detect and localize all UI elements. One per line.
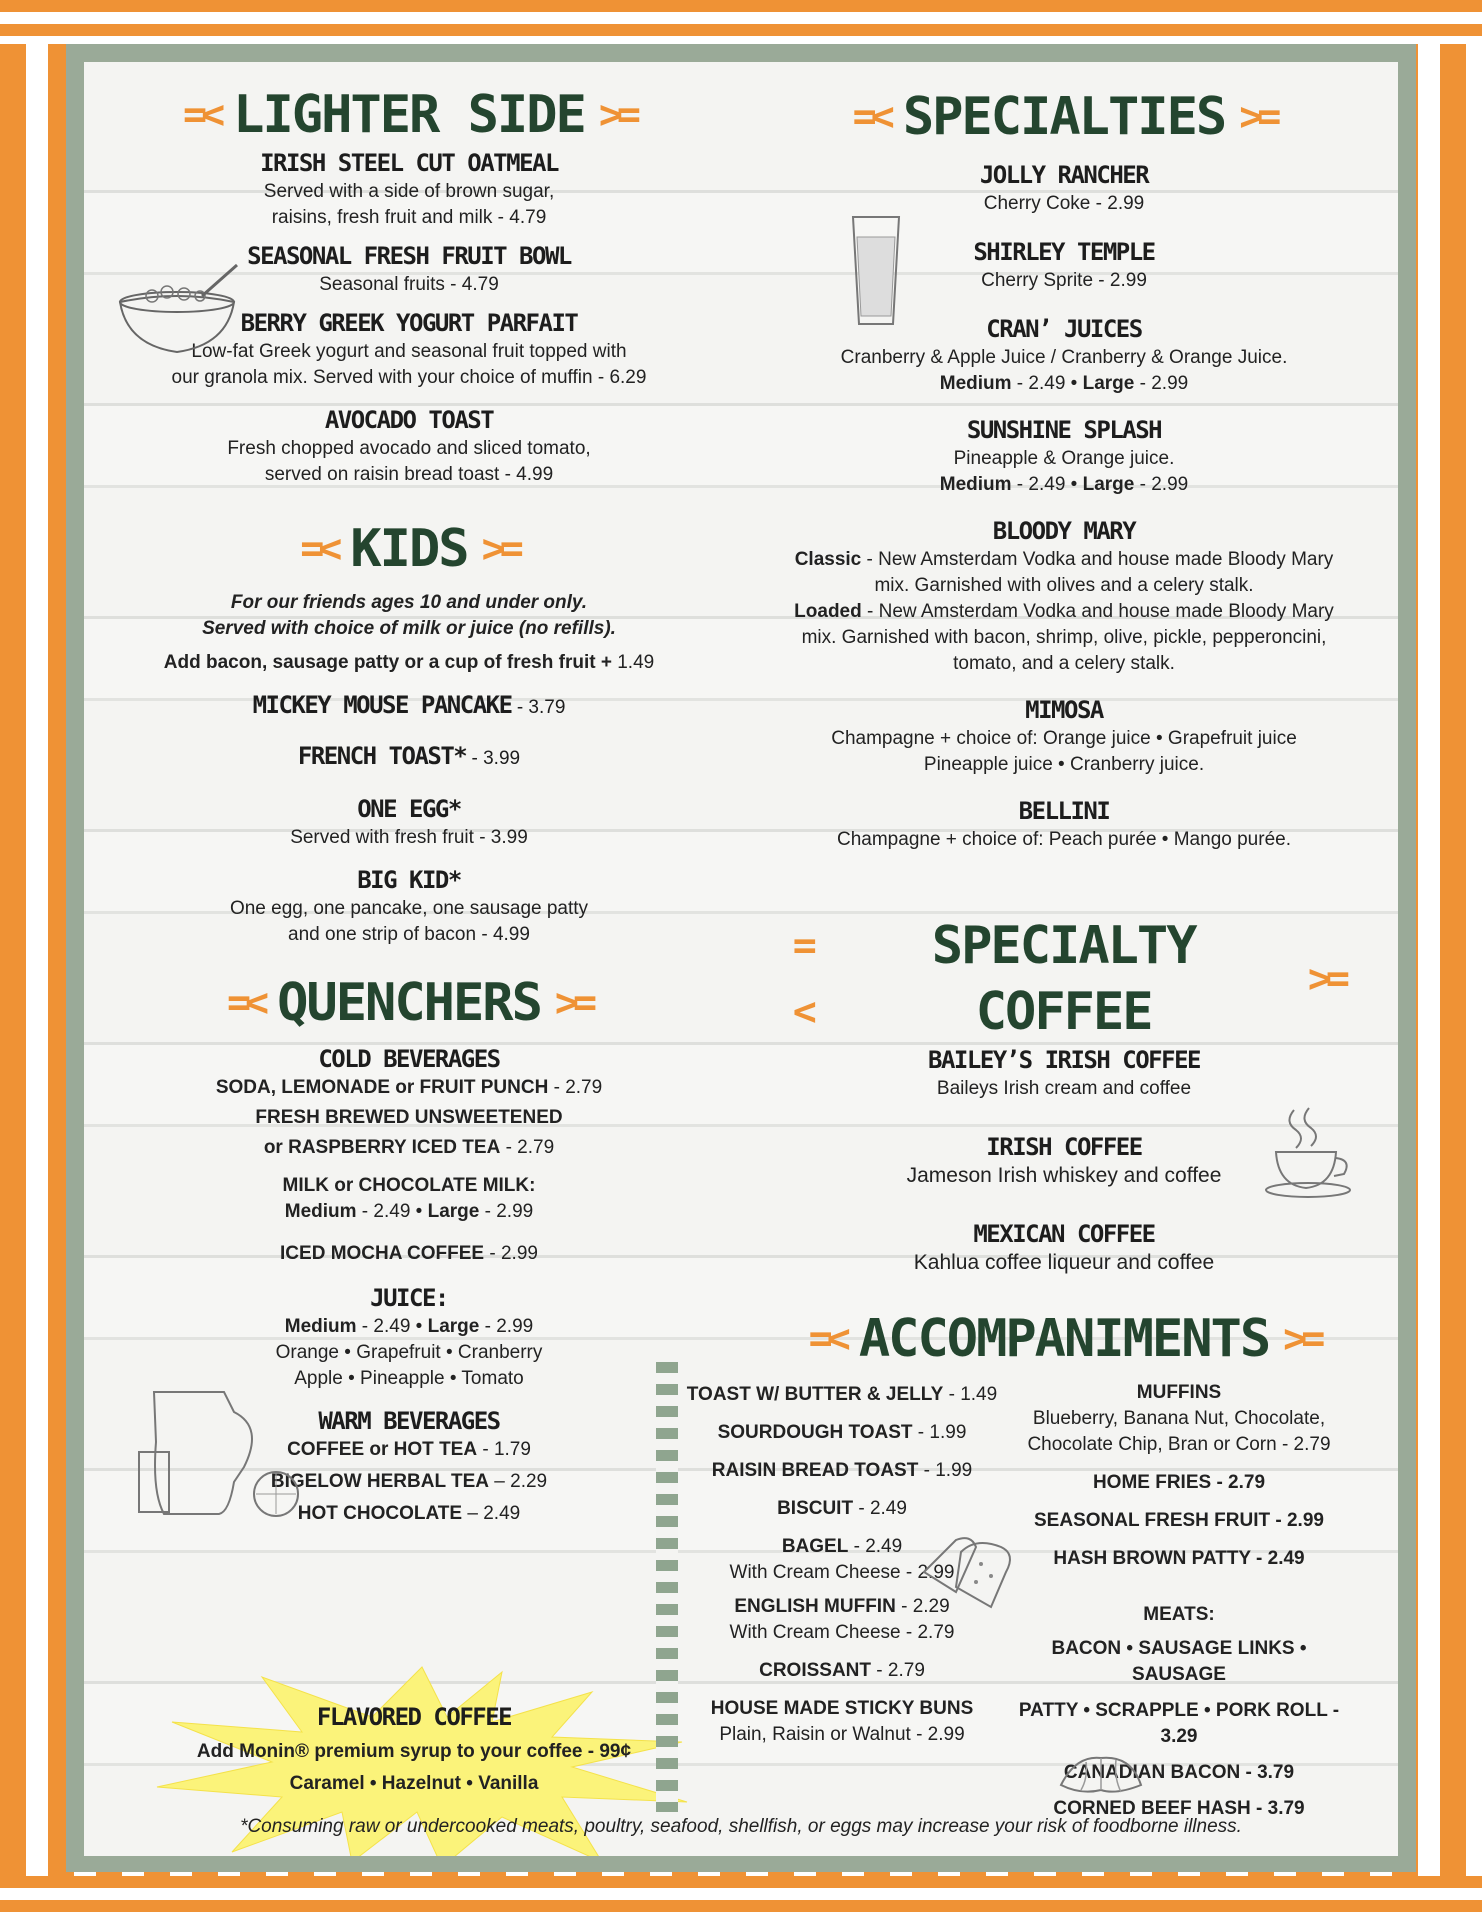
- kids-title: =< KIDS >=: [300, 519, 518, 579]
- juice-options: Apple • Pineapple • Tomato: [294, 1368, 524, 1389]
- menu-item-name: MEXICAN COFFEE: [973, 1220, 1155, 1248]
- menu-item-name: SEASONAL FRESH FRUIT BOWL: [247, 242, 571, 270]
- kids-addon: Add bacon, sausage patty or a cup of fresh fruit + 1.49: [163, 652, 655, 673]
- menu-item: ICED MOCHA COFFEE - 2.99: [280, 1243, 538, 1264]
- menu-item-desc: Jameson Irish whiskey and coffee: [906, 1164, 1222, 1187]
- menu-item: SEASONAL FRESH FRUIT - 2.99: [1034, 1510, 1324, 1531]
- lighter-side-title: =< LIGHTER SIDE >=: [182, 85, 636, 145]
- menu-item-desc: Served with fresh fruit - 3.99: [290, 827, 528, 848]
- menu-item: CROISSANT - 2.79: [759, 1660, 925, 1681]
- menu-item-desc: Baileys Irish cream and coffee: [936, 1078, 1192, 1099]
- menu-item: HOME FRIES - 2.79: [1092, 1472, 1266, 1493]
- menu-item-desc: served on raisin bread toast - 4.99: [264, 464, 554, 485]
- size-prices: Medium - 2.49 • Large - 2.99: [284, 1201, 534, 1222]
- menu-item: CORNED BEEF HASH - 3.79: [1053, 1798, 1305, 1819]
- menu-item-desc: tomato, and a celery stalk.: [953, 653, 1175, 674]
- menu-item: HASH BROWN PATTY - 2.49: [1053, 1548, 1305, 1569]
- menu-item-name: MIMOSA: [1025, 696, 1103, 724]
- menu-item-desc: Classic - New Amsterdam Vodka and house made Bloody Mary: [794, 549, 1334, 570]
- menu-item: BISCUIT - 2.49: [777, 1498, 907, 1519]
- menu-item-desc: raisins, fresh fruit and milk - 4.79: [271, 207, 547, 228]
- menu-item: HOUSE MADE STICKY BUNS: [710, 1698, 974, 1719]
- menu-panel: [84, 62, 1398, 1856]
- menu-item-name: MICKEY MOUSE PANCAKE - 3.79: [252, 691, 566, 719]
- cereal-bowl-icon: [112, 260, 242, 360]
- menu-item: TOAST W/ BUTTER & JELLY - 1.49: [686, 1384, 998, 1405]
- menu-item-desc: mix. Garnished with olives and a celery stalk.: [874, 575, 1254, 596]
- menu-item-desc: Cranberry & Apple Juice / Cranberry & Orange Juice.: [840, 347, 1288, 368]
- flavored-coffee-desc: Add Monin® premium syrup to your coffee - 99¢: [196, 1741, 632, 1762]
- warm-beverages-heading: WARM BEVERAGES: [318, 1407, 500, 1435]
- meats-list: BACON • SAUSAGE LINKS • SAUSAGE: [1051, 1638, 1307, 1685]
- menu-item-name: ONE EGG*: [357, 795, 461, 823]
- specialty-coffee-title: =< SPECIALTY COFFEE >=: [792, 916, 1344, 1042]
- bottom-stripes: [0, 1876, 1482, 1920]
- menu-item-desc: Cherry Coke - 2.99: [983, 193, 1145, 214]
- menu-item: SODA, LEMONADE or FRUIT PUNCH - 2.79: [215, 1077, 603, 1098]
- menu-item: HOT CHOCOLATE – 2.49: [297, 1503, 521, 1524]
- meats-list: PATTY • SCRAPPLE • PORK ROLL - 3.29: [1018, 1700, 1340, 1747]
- menu-item: or RASPBERRY ICED TEA - 2.79: [263, 1137, 555, 1158]
- disclaimer: [84, 1814, 1398, 1840]
- menu-item-desc: Cherry Sprite - 2.99: [981, 270, 1147, 291]
- muffins-heading: MUFFINS: [1136, 1382, 1222, 1403]
- menu-item-name: AVOCADO TOAST: [324, 406, 494, 434]
- menu-item-desc: Pineapple & Orange juice.: [953, 448, 1175, 469]
- muffins-desc: Chocolate Chip, Bran or Corn - 2.79: [1027, 1434, 1331, 1455]
- menu-item: COFFEE or HOT TEA - 1.79: [287, 1439, 531, 1460]
- menu-item-desc: and one strip of bacon - 4.99: [288, 924, 530, 945]
- flavored-coffee-flavors: Caramel • Hazelnut • Vanilla: [289, 1773, 539, 1794]
- accompaniments-title: =< ACCOMPANIMENTS >=: [808, 1309, 1320, 1369]
- menu-item-sub: Plain, Raisin or Walnut - 2.99: [719, 1724, 965, 1745]
- menu-item-name: FRENCH TOAST* - 3.99: [297, 742, 521, 770]
- menu-item-desc: One egg, one pancake, one sausage patty: [229, 898, 589, 919]
- menu-item-name: SHIRLEY TEMPLE: [973, 238, 1155, 266]
- menu-item-desc: Kahlua coffee liqueur and coffee: [913, 1251, 1215, 1274]
- flavored-coffee-box: [114, 1702, 714, 1797]
- size-prices: Medium - 2.49 • Large - 2.99: [284, 1316, 534, 1337]
- menu-item-sub: With Cream Cheese - 2.79: [729, 1622, 955, 1643]
- kids-note: For our friends ages 10 and under only.: [230, 592, 588, 613]
- glass-icon: [848, 212, 904, 332]
- cold-beverages-heading: COLD BEVERAGES: [318, 1045, 500, 1073]
- menu-item-desc: Pineapple juice • Cranberry juice.: [923, 754, 1205, 775]
- menu-item: BAGEL - 2.49: [781, 1536, 903, 1557]
- quenchers-title: =< QUENCHERS >=: [226, 973, 592, 1033]
- menu-item: MILK or CHOCOLATE MILK:: [282, 1175, 536, 1196]
- menu-item-name: IRISH COFFEE: [986, 1133, 1142, 1161]
- menu-item-desc: Champagne + choice of: Orange juice • Grapefruit juice: [831, 728, 1297, 749]
- menu-item: CANADIAN BACON - 3.79: [1063, 1762, 1295, 1783]
- menu-item-name: BLOODY MARY: [992, 517, 1136, 545]
- menu-item-desc: Low-fat Greek yogurt and seasonal fruit topped with: [191, 341, 627, 362]
- top-stripes: [0, 0, 1482, 44]
- juice-options: Orange • Grapefruit • Cranberry: [275, 1342, 543, 1363]
- menu-item-desc: Served with a side of brown sugar,: [263, 181, 555, 202]
- menu-item-name: BERRY GREEK YOGURT PARFAIT: [240, 309, 578, 337]
- menu-item-desc: Seasonal fruits - 4.79: [319, 274, 499, 295]
- menu-item-sub: With Cream Cheese - 2.99: [729, 1562, 955, 1583]
- menu-item: RAISIN BREAD TOAST - 1.99: [711, 1460, 973, 1481]
- coffee-cup-icon: [1264, 1100, 1354, 1200]
- disclaimer-text: *Consuming raw or undercooked meats, poultry, seafood, shellfish, or eggs may increase your risk of foodborne illness.: [240, 1816, 1242, 1837]
- menu-item-desc: our granola mix. Served with your choice of muffin - 6.29: [171, 367, 647, 388]
- menu-item-name: JOLLY RANCHER: [979, 161, 1149, 189]
- menu-item: FRESH BREWED UNSWEETENED: [255, 1107, 563, 1128]
- toast-icon: [916, 1532, 1026, 1612]
- kids-note: Served with choice of milk or juice (no refills).: [202, 618, 616, 639]
- menu-item-desc: mix. Garnished with bacon, shrimp, olive, pickle, pepperoncini,: [801, 627, 1327, 648]
- specialties-title: =< SPECIALTIES >=: [852, 87, 1276, 147]
- croissant-icon: [1056, 1750, 1146, 1800]
- size-prices: Medium - 2.49 • Large - 2.99: [939, 373, 1189, 394]
- meats-heading: MEATS:: [1143, 1604, 1215, 1625]
- checker-divider: [656, 1362, 678, 1812]
- muffins-desc: Blueberry, Banana Nut, Chocolate,: [1032, 1408, 1326, 1429]
- menu-item-desc: Fresh chopped avocado and sliced tomato,: [227, 438, 591, 459]
- pitcher-icon: [134, 1382, 304, 1522]
- menu-item: ENGLISH MUFFIN - 2.29: [734, 1596, 950, 1617]
- menu-item-desc: Champagne + choice of: Peach purée • Mango purée.: [837, 829, 1291, 850]
- menu-item: SOURDOUGH TOAST - 1.99: [717, 1422, 967, 1443]
- menu-item-name: CRAN’ JUICES: [986, 315, 1142, 343]
- menu-item-name: BAILEY’S IRISH COFFEE: [928, 1046, 1200, 1074]
- menu-item-name: IRISH STEEL CUT OATMEAL: [260, 149, 558, 177]
- menu-frame: [66, 44, 1416, 1872]
- size-prices: Medium - 2.49 • Large - 2.99: [939, 474, 1189, 495]
- menu-item-desc: Loaded - New Amsterdam Vodka and house made Bloody Mary: [794, 601, 1334, 622]
- menu-item-name: BELLINI: [1018, 797, 1110, 825]
- menu-item: BIGELOW HERBAL TEA – 2.29: [270, 1471, 548, 1492]
- menu-item-name: BIG KID*: [357, 866, 461, 894]
- menu-item-name: SUNSHINE SPLASH: [966, 416, 1162, 444]
- juice-heading: JUICE:: [370, 1284, 448, 1312]
- flavored-coffee-title: FLAVORED COFFEE: [316, 1703, 512, 1731]
